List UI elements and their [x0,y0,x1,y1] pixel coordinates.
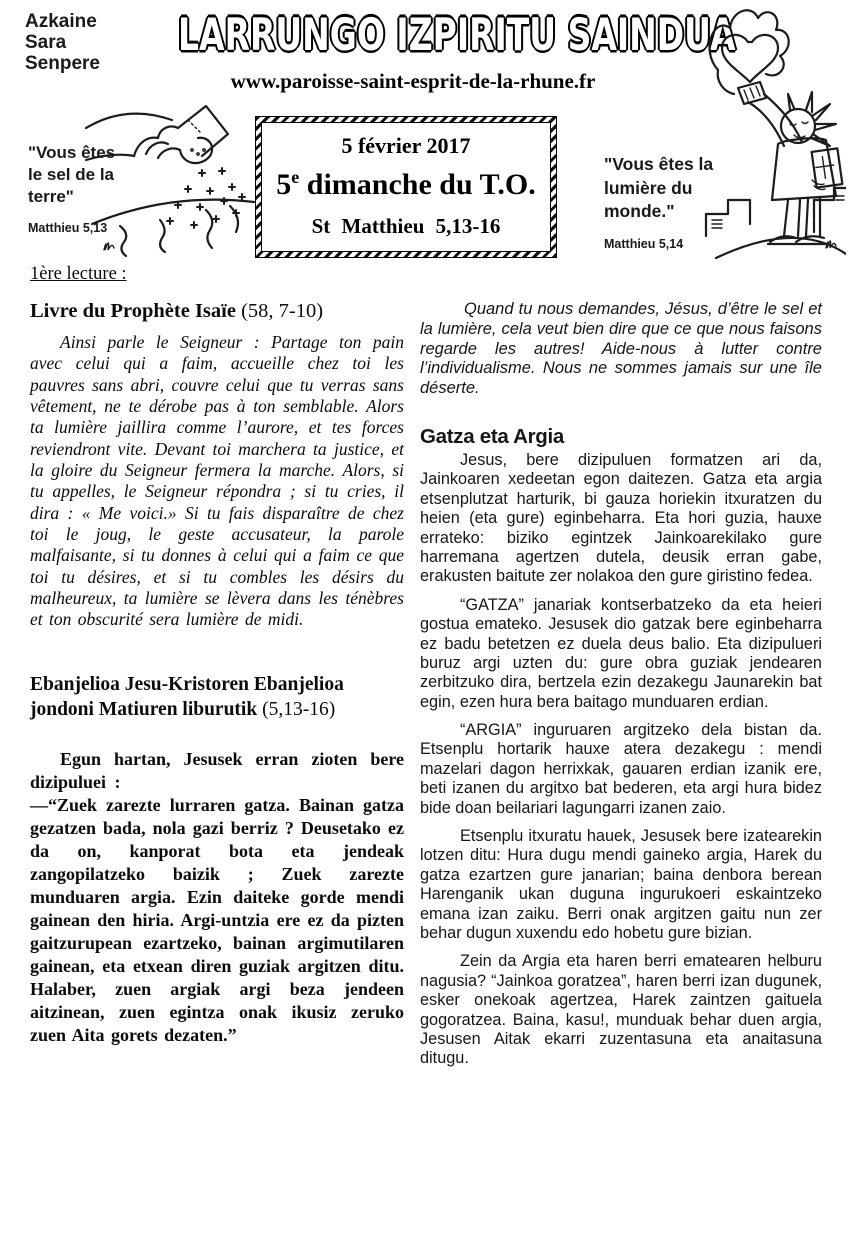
commentary-paragraph: “ARGIA” inguruaren argitzeko dela bistan da. Etsenplu hortarik hauxe atera dezakegu : mendi mazelari dagon herrixkak, gauaren erdian izanik ere, beti izanen du argitxo bat bederen, eta argi hura bidez bide doan beilariari lagungarri izanen zaio. [420,721,822,817]
gospel-intro: Egun hartan, Jesusek erran zioten bere dizipuluei : [30,748,404,792]
light-quote-text: "Vous êtes la lumière du monde." [604,154,714,222]
reading-verse-reference: (58, 7-10) [235,300,324,322]
town-name: Senpere [25,52,100,74]
ordinal-suffix: e [291,167,300,187]
parish-towns-list [25,12,100,75]
right-column [420,264,822,1069]
dated-banner-box [255,116,557,258]
parish-website-url: www.paroisse-saint-esprit-de-la-rhune.fr [230,69,596,93]
bulletin-date: 5 février 2017 [341,133,471,158]
commentary-paragraph: Zein da Argia eta haren berri ematearen helburu nagusia? “Jainkoa goratzea”, haren berri izan dugunek, esker onekoak agertzea, Harek zaintzen gaituela gogoratzea. Baina, kasu!, munduak behar duen argia, Jesusen Aitak ekarri zuzentasuna eta anaitasuna ditugu. [420,952,822,1068]
town-name: Sara [25,31,67,53]
first-reading-label: 1ère lecture : [30,264,127,284]
commentary-paragraph: “GATZA” janariak kontserbatzeko da eta heieri gostua emateko. Jesusek dio gatzak bere eginbeharra ez badu betetzen ez duela deus balio. Eta dizipulueri buruz argi uzten du: gure obra guziak jendearen zerbitzuko dira, bertzela ezin dezakegu Jaunarekin bat egin, ezen hura bera baitago munduaren erdian. [420,595,822,711]
reading-title: Livre du Prophète Isaïe (58, 7-10) [30,300,324,322]
bulletin-title: LARRUNGO IZPIRITU SAINDUA [178,8,736,61]
dated-banner-inner [261,122,551,252]
commentary-paragraph: Etsenplu itxuratu hauek, Jesusek bere izatearekin lotzen ditu: Hura dugu mendi gaineko argia, Harek du gatza ezartzen gure janarian; baina denbora berean Harenganik ukan duguna ingurukoeri eskaintzeko emana izan zaiku. Berri onak argitzen gaitu nun zer behar dugun xuxendu edo hobetu gure bizian. [420,827,822,942]
bulletin-body [30,264,822,1069]
sunday-title: 5e dimanche du T.O. [276,167,536,201]
salt-of-earth-illustration [84,98,260,260]
light-quote-reference: Matthieu 5,14 [604,236,684,251]
gospel-quote-text: —“Zuek zarezte lurraren gatza. Bainan gatza gezatzen bada, nola gazi berriz ? Deusetako ez da on, kanporat bota eta jendeak zangopilatzeko baizik ; Zuek zarezte munduaren argia. Ezin daiteke gorde mendi gainean den hiria. Argi-untzia ere ez da pizten gaitzurupean ezartzeko, bainan argimutilaren gainean, eta etxean diren guziak argitzen ditu. Halaber, zuen argiak argi beza jendeen aitzinean, zuen egintza onak ikusiz zeruko zuen Aita gorets dezaten.” [30,794,404,1046]
gospel-verse-reference: (5,13-16) [257,698,336,720]
commentary-heading: Gatza eta Argia [420,424,564,448]
prayer-paragraph: Quand tu nous demandes, Jésus, d’être le sel et la lumière, cela veut bien dire que ce que nous faisons regarde les autres! Aide-nous à lutter contre l’individualisme. Nous ne sommes jamais sur une île déserte. [420,300,822,398]
salt-quote-text: "Vous êtes le sel de la terre" [28,143,116,207]
commentary-paragraph: Jesus, bere dizipuluen formatzen ari da, Jainkoaren xedeetan egon daitezen. Gatza eta argia etsenplutzat harturik, bi gauza horiekin itxuratzen du heien (eta gure) eginbeharra. Eta hori guzia, hauxe errateko: biziko egintzek Jainkoarekilako gure harremana agertzen dutela, deusik erran gabe, erakusten baitute zer nolakoa den gure giristino fedea. [420,450,822,586]
salt-quote-reference: Matthieu 5,13 [28,221,108,236]
reading-text: Ainsi parle le Seigneur : Partage ton pain avec celui qui a faim, accueille chez toi les pauvres sans abri, couvre celui que tu verras sans vêtement, ne te dérobe pas à ton semblable. Alors ta lumière jaillira comme l’aurore, et tes forces reviendront vite. Devant toi marchera ta justice, et la gloire du Seigneur fermera la marche. Alors, si tu appelles, le Seigneur répondra ; si tu cries, il dira : « Me voici.» Si tu fais disparaître de chez toi le joug, le geste accusateur, la parole malfaisante, si tu donnes à celui qui a faim ce que toi tu désires, et si tu combles les désirs du malheureux, ta lumière se lèvera dans les ténèbres et ton obscurité sera lumière de midi. [30,332,404,630]
masthead [178,8,736,94]
artist-signature [104,243,114,250]
light-of-world-illustration [666,4,846,262]
gospel-reference: St Matthieu 5,13-16 [311,214,501,238]
salt-grains [167,168,245,228]
left-column [30,264,404,1069]
town-name: Azkaine [25,11,97,32]
gospel-title: Ebanjelioa Jesu-Kristoren Ebanjelioa jondoni Matiuren liburutik (5,13-16) [30,673,344,720]
